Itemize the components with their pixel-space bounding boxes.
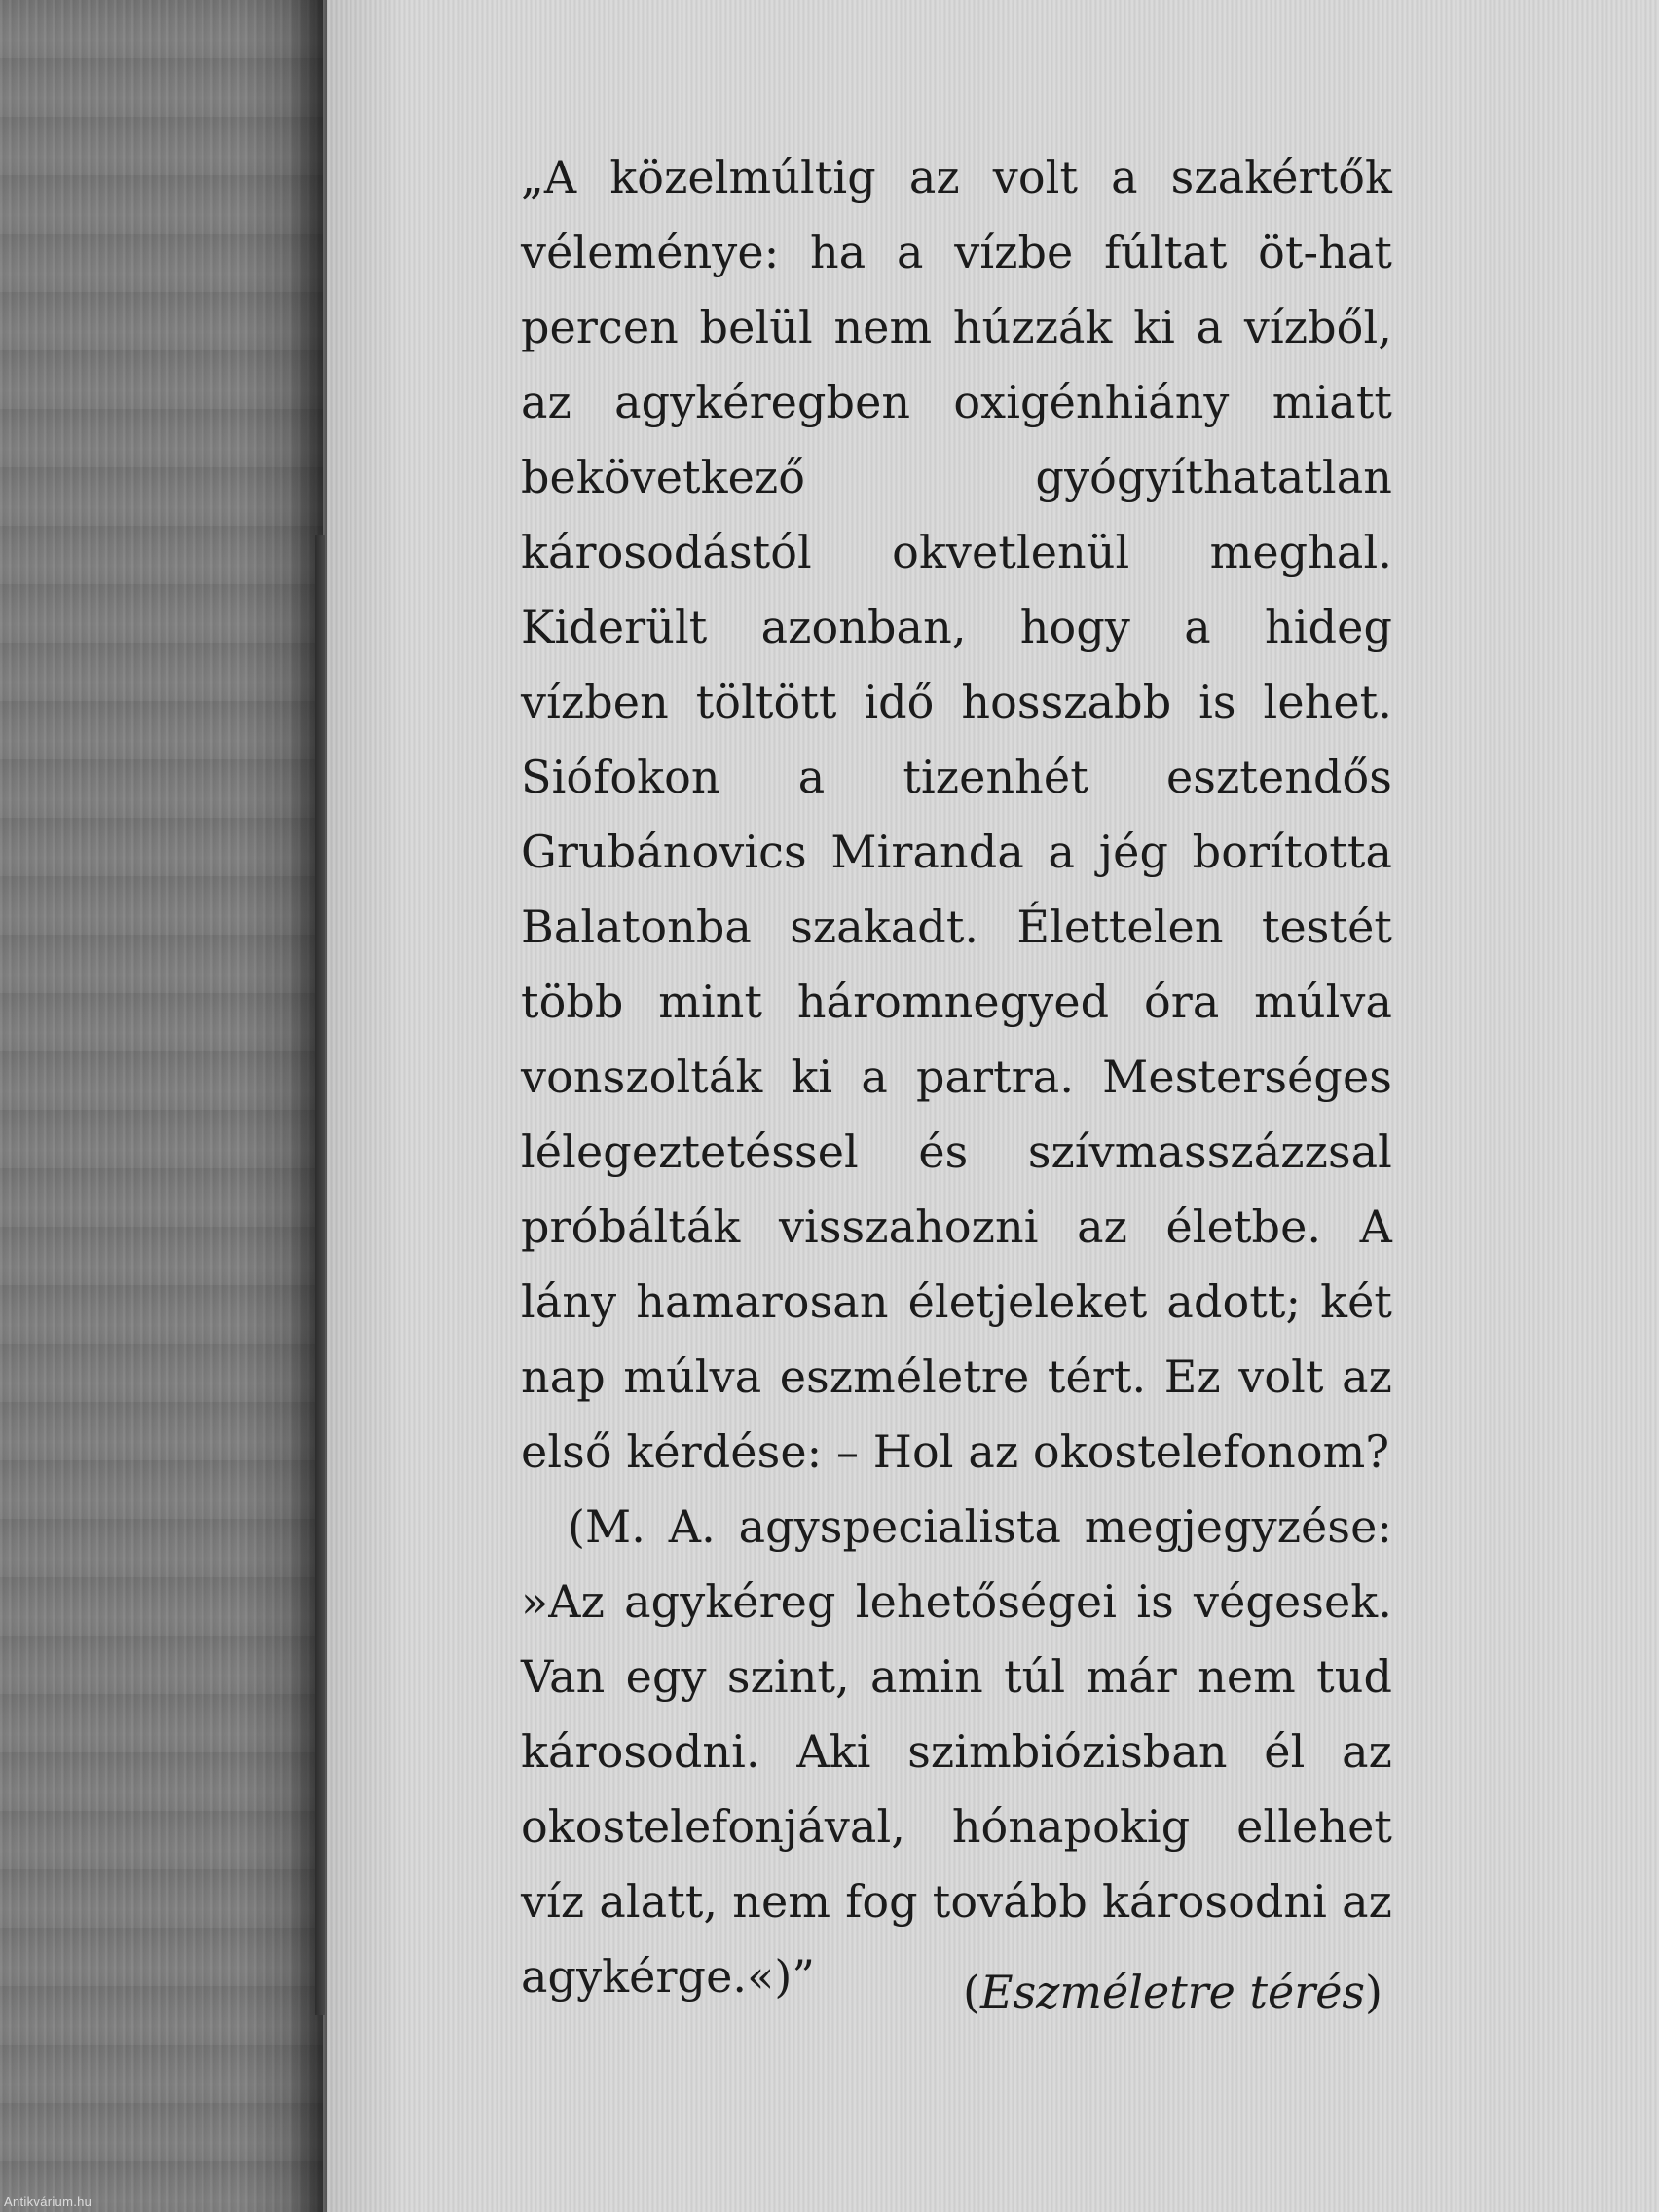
watermark-label: Antikvárium.hu: [4, 2194, 92, 2209]
page-edge-strip: [315, 535, 325, 2015]
attribution-close-paren: ): [1365, 1966, 1382, 2018]
attribution: [521, 1955, 1382, 2030]
paragraph-main: „A közelmúltig az volt a szakértők véleménye: ha a vízbe fúltat öt-hat percen belül nem húzzák ki a vízből, az agykéregben oxigénhiány miatt bekövetkező gyógyíthatatlan károsodástól okvetlenül meghal. Kiderült azonban, hogy a hideg vízben töltött idő hosszabb is lehet. Siófokon a tizenhét esztendős Grubánovics Miranda a jég borította Balatonba szakadt. Élettelen testét több mint háromnegyed óra múlva vonszolták ki a partra. Mesterséges lélegeztetéssel és szívmasszázzsal próbálták visszahozni az életbe. A lány hamarosan életjeleket adott; két nap múlva eszméletre tért. Ez volt az első kérdése: – Hol az okostelefonom?: [521, 151, 1392, 1478]
attribution-open-paren: (: [963, 1966, 980, 2018]
quote-text-block: [521, 140, 1392, 2014]
attribution-title: Eszméletre térés: [980, 1966, 1366, 2018]
paragraph-specialist-note: (M. A. agyspecialista megjegyzése: »Az agykéreg lehetőségei is végesek. Van egy szint, amin túl már nem tud károsodni. Aki szimbiózisban él az okostelefonjával, hónapokig ellehet víz alatt, nem fog tovább károsodni az agykérge.«)”: [521, 1500, 1392, 2003]
